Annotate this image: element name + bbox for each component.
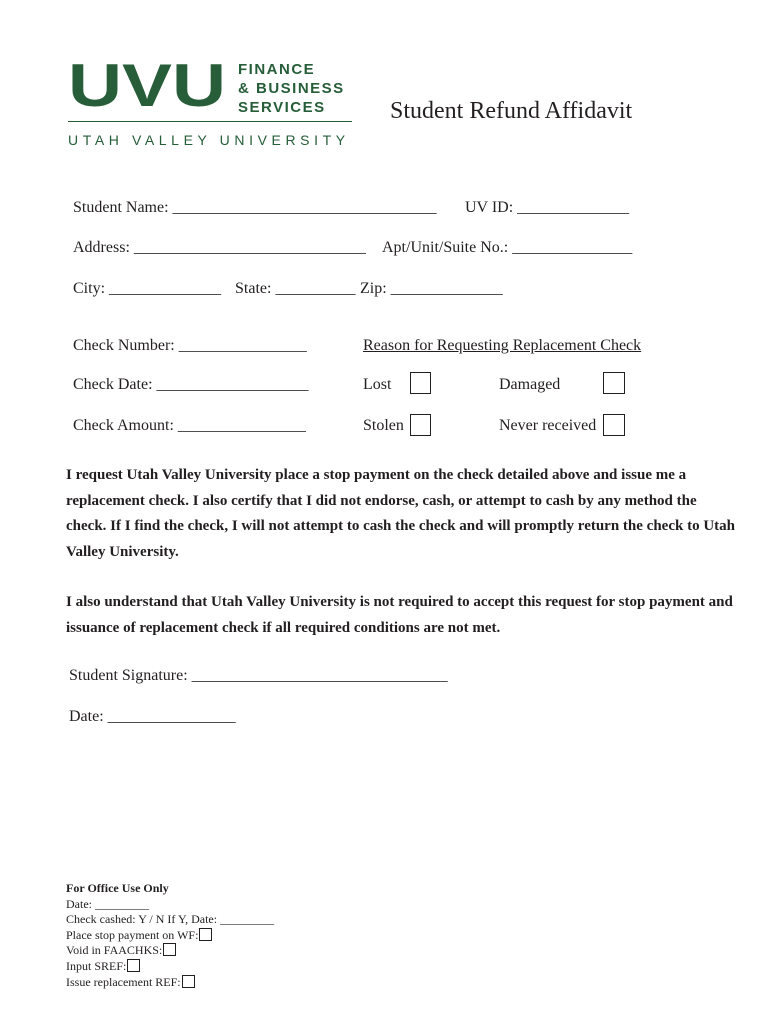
office-check-cashed-field[interactable]: Check cashed: Y / N If Y, Date: _________ (66, 912, 275, 927)
apt-field[interactable]: Apt/Unit/Suite No.: _______________ (382, 239, 633, 256)
office-input-sref-label: Input SREF: (66, 958, 127, 973)
reason-never-received-label: Never received (499, 417, 597, 434)
state-field[interactable]: State: __________ (235, 280, 356, 297)
reason-stolen-checkbox[interactable] (410, 414, 431, 436)
logo-line-2: & BUSINESS (238, 80, 345, 97)
office-void-row (66, 943, 274, 959)
office-place-stop-checkbox[interactable] (199, 928, 212, 941)
logo-department (238, 60, 345, 117)
check-amount-field[interactable]: Check Amount: ________________ (73, 417, 306, 434)
check-number-field[interactable]: Check Number: ________________ (73, 337, 307, 354)
logo-line-3: SERVICES (238, 99, 326, 116)
logo-divider (68, 121, 352, 122)
uvu-logo-mark (68, 60, 228, 110)
document-title: Student Refund Affidavit (390, 98, 633, 124)
reason-lost-checkbox[interactable] (410, 372, 431, 394)
office-input-sref-row (66, 959, 274, 975)
uvu-logo (68, 60, 228, 110)
reason-heading: Reason for Requesting Replacement Check (363, 337, 642, 354)
office-void-checkbox[interactable] (163, 943, 176, 956)
student-signature-field[interactable]: Student Signature: ________________________________ (69, 667, 448, 684)
office-place-stop-row (66, 928, 274, 944)
zip-field[interactable]: Zip: ______________ (360, 280, 503, 297)
office-place-stop-label: Place stop payment on WF: (66, 927, 199, 942)
office-date-field[interactable]: Date: _________ (66, 896, 149, 911)
logo-letters-text: UVU (68, 60, 226, 110)
statement-acknowledgement: I also understand that Utah Valley University is not required to accept this request for stop payment and issuance of replacement check if all required conditions are not met. (66, 594, 733, 636)
reason-stolen-label: Stolen (363, 417, 404, 434)
reason-damaged-label: Damaged (499, 376, 561, 393)
office-void-label: Void in FAACHKS: (66, 943, 163, 958)
signature-date-field[interactable]: Date: ________________ (69, 708, 236, 725)
statement-certification: I request Utah Valley University place a stop payment on the check detailed above and issue me a replacement check. I also certify that I did not endorse, cash, or attempt to cash by any method the check. If I find the check, I will not attempt to cash the check and will promptly return the check to Utah Valley University. (66, 467, 736, 560)
office-issue-ref-row (66, 975, 274, 991)
office-issue-ref-checkbox[interactable] (182, 975, 195, 988)
logo-university-name: UTAH VALLEY UNIVERSITY (68, 132, 350, 148)
student-name-field[interactable]: Student Name: _________________________________ (73, 199, 437, 216)
address-field[interactable]: Address: _____________________________ (73, 239, 366, 256)
uv-id-field[interactable]: UV ID: ______________ (465, 199, 630, 216)
check-date-field[interactable]: Check Date: ___________________ (73, 376, 309, 393)
reason-lost-label: Lost (363, 376, 392, 393)
office-use-heading: For Office Use Only (66, 881, 169, 895)
logo-line-1: FINANCE (238, 61, 316, 78)
office-input-sref-checkbox[interactable] (127, 959, 140, 972)
reason-damaged-checkbox[interactable] (603, 372, 625, 394)
city-field[interactable]: City: ______________ (73, 280, 222, 297)
reason-never-received-checkbox[interactable] (603, 414, 625, 436)
office-issue-ref-label: Issue replacement REF: (66, 974, 181, 989)
office-use-section (66, 881, 274, 990)
